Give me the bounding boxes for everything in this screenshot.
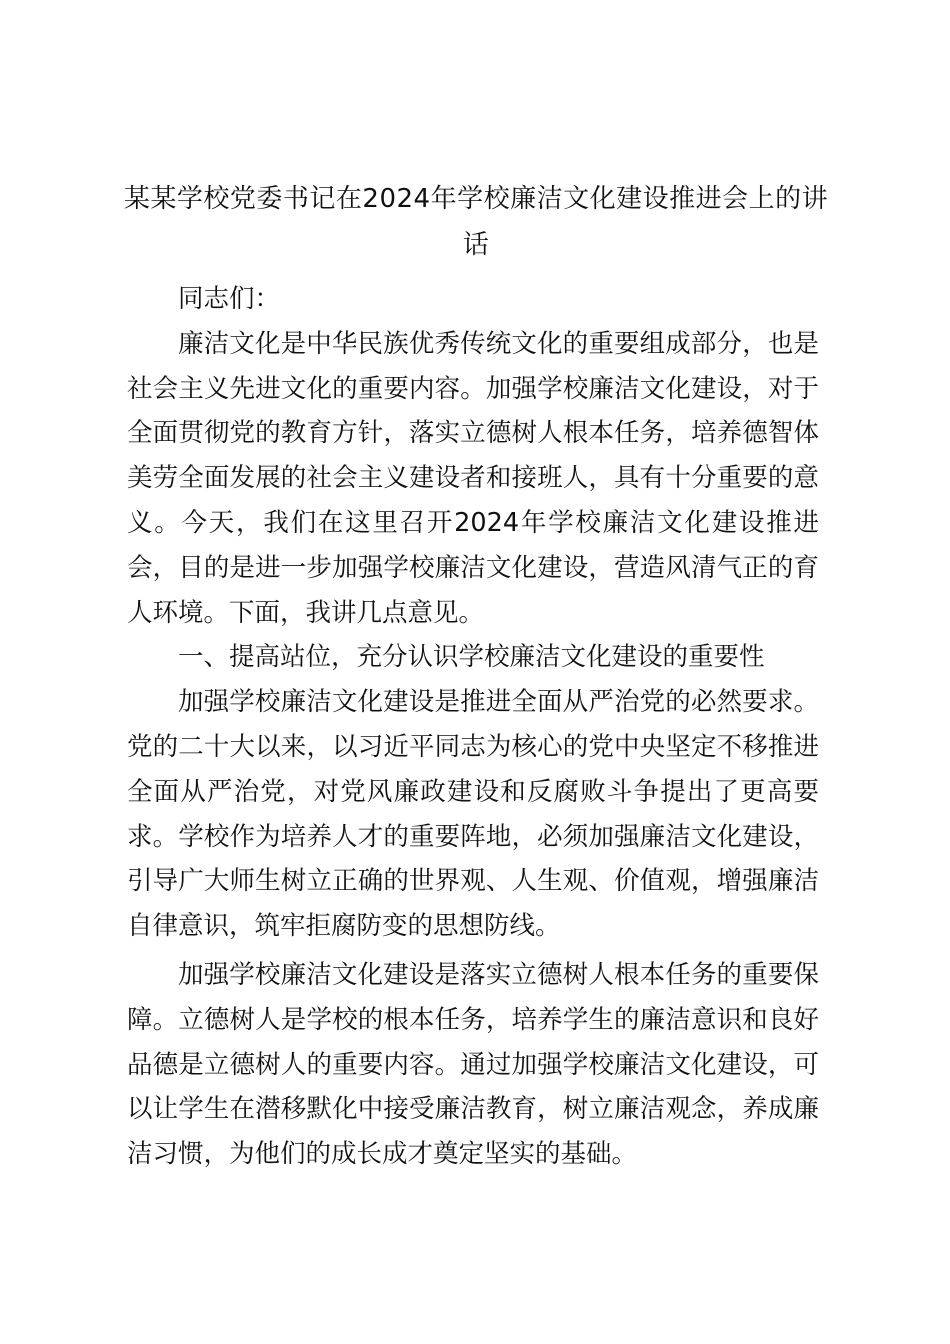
section-heading-1: 一、提高站位，充分认识学校廉洁文化建设的重要性 xyxy=(178,642,765,673)
salutation: 同志们： xyxy=(178,284,281,314)
document-body xyxy=(127,277,819,1177)
paragraph-party-governance: 加强学校廉洁文化建设是推进全面从严治党的必然要求。党的二十大以来，以习近平同志为核心的党中央坚定不移推进全面从严治党，对党风廉政建设和反腐败斗争提出了更高要求。学校作为培养人才的重要阵地，必须加强廉洁文化建设，引导广大师生树立正确的世界观、人生观、价值观，增强廉洁自律意识，筑牢拒腐防变的思想防线。 xyxy=(127,687,819,942)
paragraph-intro: 廉洁文化是中华民族优秀传统文化的重要组成部分，也是社会主义先进文化的重要内容。加强学校廉洁文化建设，对于全面贯彻党的教育方针，落实立德树人根本任务，培养德智体美劳全面发展的社会主义建设者和接班人，具有十分重要的意义。今天，我们在这里召开2024年学校廉洁文化建设推进会，目的是进一步加强学校廉洁文化建设，营造风清气正的育人环境。下面，我讲几点意见。 xyxy=(127,328,819,628)
document-title: 某某学校党委书记在2024年学校廉洁文化建设推进会上的讲话 xyxy=(123,184,829,260)
paragraph-moral-education: 加强学校廉洁文化建设是落实立德树人根本任务的重要保障。立德树人是学校的根本任务，培养学生的廉洁意识和良好品德是立德树人的重要内容。通过加强学校廉洁文化建设，可以让学生在潜移默化中接受廉洁教育，树立廉洁观念，养成廉洁习惯，为他们的成长成才奠定坚实的基础。 xyxy=(127,959,819,1170)
